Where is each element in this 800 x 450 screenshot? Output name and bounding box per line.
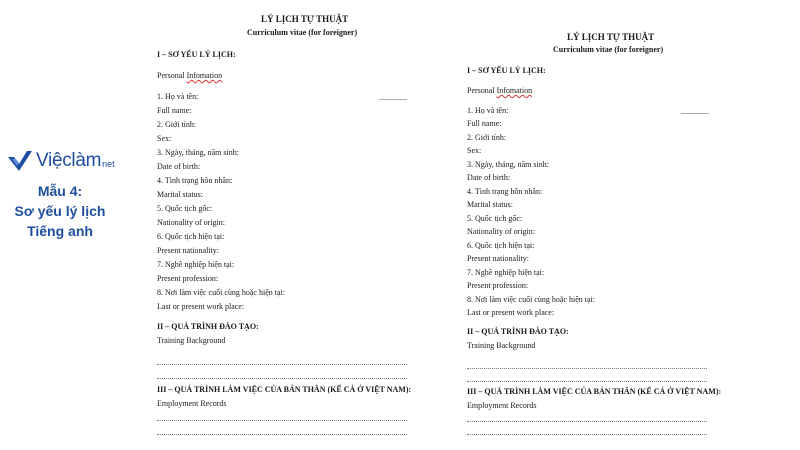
brand-suffix: net [102, 159, 115, 169]
field-label: 6. Quốc tịch hiện tại: [157, 232, 225, 241]
field-label: 6. Quốc tịch hiện tại: [467, 241, 535, 250]
field-label: Date of birth: [467, 173, 511, 182]
personal-information-label: Personal Infomation [157, 71, 223, 80]
training-background-label: Training Background [467, 341, 536, 350]
dotted-line [467, 368, 707, 369]
field-label: Present profession: [157, 274, 219, 283]
caption-line-2: Sơ yếu lý lịch [14, 203, 106, 219]
field-label: Full name: [467, 119, 502, 128]
section-3-heading: III – QUÁ TRÌNH LÀM VIỆC CỦA BẢN THÂN (KỂ CẢ Ở VIỆT NAM): [157, 385, 412, 394]
field-label: 8. Nơi làm việc cuối cùng hoặc hiện tại: [157, 288, 285, 297]
field-label: Marital status: [467, 200, 513, 209]
cv-title: LÝ LỊCH TỰ THUẬT [567, 32, 655, 42]
cv-subtitle: Curriculum vitae (for foreigner) [247, 28, 358, 37]
field-label: 2. Giới tính: [467, 133, 507, 142]
cv-document-left [157, 14, 427, 450]
field-label: 1. Họ và tên: [467, 106, 509, 115]
field-label: Date of birth: [157, 162, 201, 171]
dotted-line [467, 381, 707, 382]
field-label: Sex: [157, 134, 172, 143]
field-label: 7. Nghề nghiệp hiện tại: [467, 268, 545, 277]
section-3-heading: III – QUÁ TRÌNH LÀM VIỆC CỦA BẢN THÂN (KỂ CẢ Ở VIỆT NAM): [467, 387, 722, 396]
photo-placeholder-dots: .............. [681, 107, 709, 116]
section-1-heading: I – SƠ YẾU LÝ LỊCH: [157, 50, 236, 59]
field-label: Last or present work place: [467, 308, 555, 317]
field-label: Nationality of origin: [467, 227, 535, 236]
field-label: 5. Quốc tịch gốc: [467, 214, 523, 223]
employment-records-label: Employment Records [467, 401, 537, 410]
section-2-heading: II – QUÁ TRÌNH ĐÀO TẠO: [157, 322, 259, 331]
dotted-line [467, 421, 707, 422]
field-label: Present nationality: [467, 254, 529, 263]
field-label: Nationality of origin: [157, 218, 225, 227]
field-label: Full name: [157, 106, 192, 115]
photo-placeholder-dots: .............. [379, 93, 407, 102]
section-1-heading: I – SƠ YẾU LÝ LỊCH: [467, 66, 546, 75]
section-2-heading: II – QUÁ TRÌNH ĐÀO TẠO: [467, 327, 569, 336]
field-label: Sex: [467, 146, 482, 155]
dotted-line [157, 434, 407, 435]
cv-subtitle: Curriculum vitae (for foreigner) [553, 45, 664, 54]
field-label: 3. Ngày, tháng, năm sinh: [467, 160, 549, 169]
field-label: 5. Quốc tịch gốc: [157, 204, 213, 213]
field-label: 8. Nơi làm việc cuối cùng hoặc hiện tại: [467, 295, 595, 304]
cv-title: LÝ LỊCH TỰ THUẬT [261, 14, 349, 24]
employment-records-label: Employment Records [157, 399, 227, 408]
caption [0, 181, 120, 241]
field-label: Present nationality: [157, 246, 219, 255]
field-label: 3. Ngày, tháng, năm sinh: [157, 148, 239, 157]
training-background-label: Training Background [157, 336, 226, 345]
cv-document-right [467, 32, 727, 450]
field-label: Last or present work place: [157, 302, 245, 311]
check-logo-icon [8, 151, 32, 171]
brand-name: Việclàm [36, 150, 102, 171]
dotted-line [467, 434, 707, 435]
field-label: Present profession: [467, 281, 529, 290]
field-label: 4. Tình trạng hôn nhân: [157, 176, 233, 185]
field-label: 4. Tình trạng hôn nhân: [467, 187, 543, 196]
field-label: 1. Họ và tên: [157, 92, 199, 101]
caption-line-3: Tiếng anh [27, 223, 93, 239]
field-label: 2. Giới tính: [157, 120, 197, 129]
dotted-line [157, 364, 407, 365]
field-label: 7. Nghề nghiệp hiện tại: [157, 260, 235, 269]
vieclam-logo[interactable] [8, 150, 115, 172]
caption-line-1: Mẫu 4: [37, 183, 83, 199]
dotted-line [157, 420, 407, 421]
dotted-line [157, 378, 407, 379]
field-label: Marital status: [157, 190, 203, 199]
personal-information-label: Personal Infomation [467, 86, 533, 95]
